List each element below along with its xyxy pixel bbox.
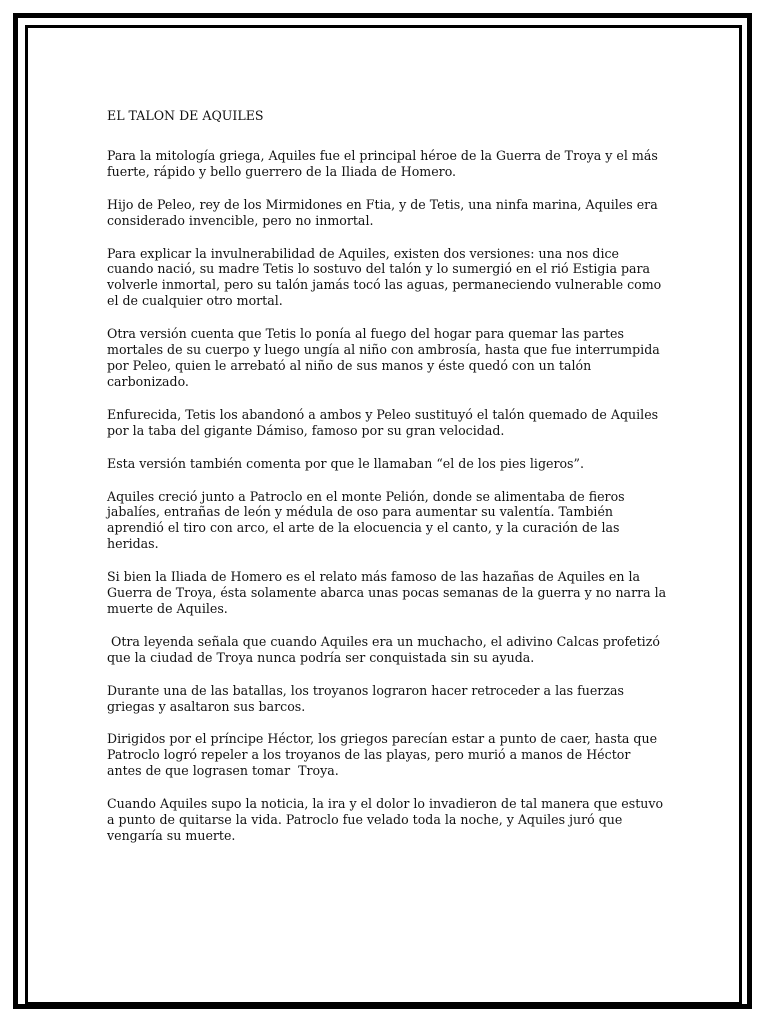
paragraph: Enfurecida, Tetis los abandonó a ambos y Peleo sustituyó el talón quemado de Aquiles por la taba del gigante Dámiso, famoso por su gran velocidad.: [107, 406, 659, 438]
paragraph: Si bien la Iliada de Homero es el relato más famoso de las hazañas de Aquiles en la Guerra de Troya, ésta solamente abarca unas pocas semanas de la guerra y no narra la muerte de Aquiles.: [107, 569, 667, 616]
paragraph: Durante una de las batallas, los troyanos lograron hacer retroceder a las fuerzas griegas y asaltaron sus barcos.: [107, 682, 624, 714]
paragraph: Cuando Aquiles supo la noticia, la ira y el dolor lo invadieron de tal manera que estuvo a punto de quitarse la vida. Patroclo fue velado toda la noche, y Aquiles juró que vengaría su muerte.: [107, 796, 664, 843]
document-body: [107, 108, 667, 861]
paragraph: Dirigidos por el príncipe Héctor, los griegos parecían estar a punto de caer, hasta que Patroclo logró repeler a los troyanos de las playas, pero murió a manos de Héctor antes de que lograsen tomar Troya.: [107, 731, 662, 779]
paragraph: Aquiles creció junto a Patroclo en el monte Pelión, donde se alimentaba de fieros jabalíes, entrañas de león y médula de oso para aumentar su valentía. También aprendió el tiro con arco, el arte de la elocuencia y el canto, y la curación de las heridas.: [107, 488, 625, 552]
paragraph: Otra leyenda señala que cuando Aquiles era un muchacho, el adivino Calcas profetizó que la ciudad de Troya nunca podría ser conquistada sin su ayuda.: [107, 633, 664, 665]
document-title: EL TALON DE AQUILES: [107, 108, 264, 123]
paragraph: Para explicar la invulnerabilidad de Aquiles, existen dos versiones: una nos dice cuando nació, su madre Tetis lo sostuvo del talón y lo sumergió en el rió Estigia para volverle inmortal, pero su talón jamás tocó las aguas, permaneciendo vulnerable como el de cualquier otro mortal.: [107, 245, 662, 309]
paragraph: Otra versión cuenta que Tetis lo ponía al fuego del hogar para quemar las partes mortales de su cuerpo y luego ungía al niño con ambrosía, hasta que fue interrumpida por Peleo, quien le arrebató al niño de sus manos y éste quedó con un talón carbonizado.: [107, 326, 660, 389]
paragraph: Para la mitología griega, Aquiles fue el principal héroe de la Guerra de Troya y el más fuerte, rápido y bello guerrero de la Iliada de Homero.: [107, 147, 658, 179]
paragraph: Esta versión también comenta por que le llamaban “el de los pies ligeros”.: [107, 455, 584, 471]
paragraph: Hijo de Peleo, rey de los Mirmidones en Ftia, y de Tetis, una ninfa marina, Aquiles era considerado invencible, pero no inmortal.: [107, 196, 658, 228]
